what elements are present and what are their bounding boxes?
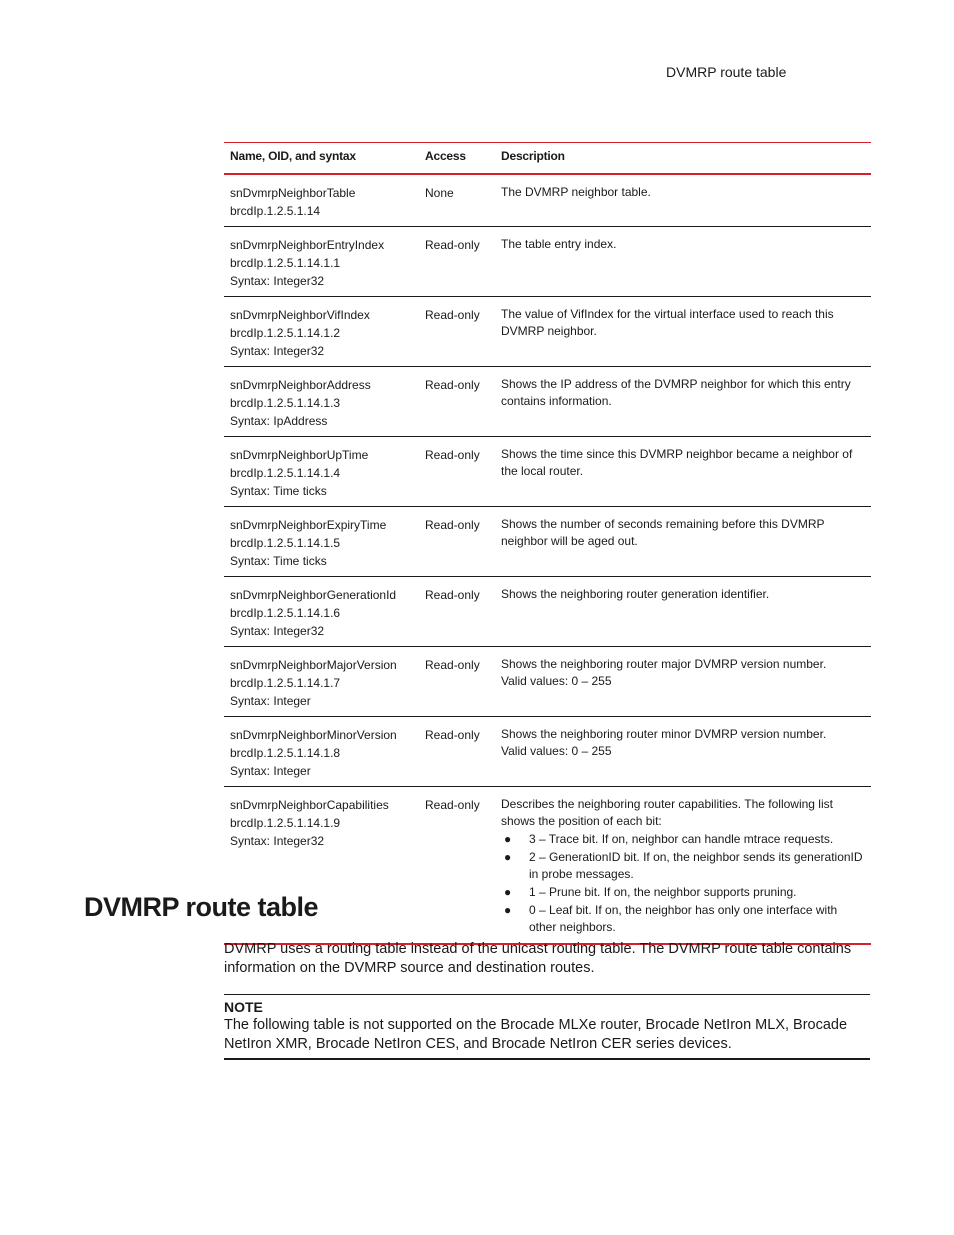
table-row [224,367,871,437]
access-cell: Read-only [419,367,495,437]
description-cell [495,787,871,945]
object-name: snDvmrpNeighborAddress [230,378,371,392]
access-cell: Read-only [419,577,495,647]
running-header: DVMRP route table [666,64,787,80]
object-name-cell [224,437,419,507]
mib-object-table [224,142,871,945]
object-oid: brcdIp.1.2.5.1.14.1.9 [230,816,341,830]
object-oid: brcdIp.1.2.5.1.14 [230,204,321,218]
table-body [224,174,871,944]
bullet-icon: ● [504,832,512,846]
description-text: Shows the IP address of the DVMRP neighbor for which this entry contains information. [501,377,851,408]
object-oid: brcdIp.1.2.5.1.14.1.2 [230,326,341,340]
object-name-cell [224,174,419,227]
description-cell [495,227,871,297]
object-oid: brcdIp.1.2.5.1.14.1.5 [230,536,341,550]
object-oid: brcdIp.1.2.5.1.14.1.1 [230,256,341,270]
table-row [224,717,871,787]
description-text: Shows the neighboring router major DVMRP version number. [501,657,827,671]
column-header-name: Name, OID, and syntax [224,143,419,175]
access-cell: Read-only [419,437,495,507]
object-name-cell [224,367,419,437]
object-syntax: Syntax: Time ticks [230,554,327,568]
description-text: Shows the number of seconds remaining before this DVMRP neighbor will be aged out. [501,517,825,548]
list-item [501,884,865,901]
object-name: snDvmrpNeighborMinorVersion [230,728,397,742]
access-cell: Read-only [419,227,495,297]
object-name-cell [224,297,419,367]
description-cell [495,297,871,367]
object-name: snDvmrpNeighborGenerationId [230,588,397,602]
access-cell: Read-only [419,647,495,717]
table-row [224,227,871,297]
section-heading: DVMRP route table [84,892,319,922]
section-intro: DVMRP uses a routing table instead of the unicast routing table. The DVMRP route table contains information on the DVMRP source and destination routes. [224,941,852,976]
note-box [224,994,870,1060]
description-text: Valid values: 0 – 255 [501,674,612,688]
list-item-text: 1 – Prune bit. If on, the neighbor supports pruning. [529,885,797,899]
object-name-cell [224,227,419,297]
table-row [224,297,871,367]
object-name: snDvmrpNeighborUpTime [230,448,369,462]
access-cell: Read-only [419,787,495,945]
access-cell: Read-only [419,297,495,367]
object-name: snDvmrpNeighborVifIndex [230,308,370,322]
description-text: The DVMRP neighbor table. [501,185,651,199]
description-cell [495,174,871,227]
table-header-row [224,143,871,175]
description-text: Valid values: 0 – 255 [501,744,612,758]
note-label: NOTE [224,999,263,1015]
object-oid: brcdIp.1.2.5.1.14.1.8 [230,746,341,760]
access-cell: Read-only [419,507,495,577]
object-syntax: Syntax: Integer32 [230,624,325,638]
bullet-icon: ● [504,850,512,864]
object-name-cell [224,647,419,717]
access-cell: None [419,174,495,227]
object-syntax: Syntax: Integer32 [230,274,325,288]
bullet-icon: ● [504,903,512,917]
description-cell [495,717,871,787]
object-syntax: Syntax: Integer32 [230,834,325,848]
object-syntax: Syntax: Integer [230,694,311,708]
object-oid: brcdIp.1.2.5.1.14.1.4 [230,466,341,480]
description-cell [495,577,871,647]
object-name: snDvmrpNeighborTable [230,186,356,200]
list-item-text: 3 – Trace bit. If on, neighbor can handle mtrace requests. [529,832,834,846]
description-text: Shows the neighboring router minor DVMRP version number. [501,727,827,741]
description-cell [495,437,871,507]
table-row [224,437,871,507]
object-oid: brcdIp.1.2.5.1.14.1.3 [230,396,341,410]
description-cell [495,647,871,717]
description-text: Shows the time since this DVMRP neighbor became a neighbor of the local router. [501,447,853,478]
bullet-icon: ● [504,885,512,899]
note-text: The following table is not supported on the Brocade MLXe router, Brocade NetIron MLX, Brocade NetIron XMR, Brocade NetIron CES, and Brocade NetIron CER series devices. [224,1017,848,1052]
list-item [501,831,865,848]
list-item-text: 0 – Leaf bit. If on, the neighbor has only one interface with other neighbors. [529,903,838,934]
table-row [224,647,871,717]
list-item [501,849,865,883]
capability-bit-list [501,831,865,936]
object-syntax: Syntax: Integer32 [230,344,325,358]
description-text: The value of VifIndex for the virtual interface used to reach this DVMRP neighbor. [501,307,834,338]
object-name: snDvmrpNeighborCapabilities [230,798,389,812]
access-cell: Read-only [419,717,495,787]
object-name-cell [224,507,419,577]
object-syntax: Syntax: IpAddress [230,414,328,428]
object-name-cell [224,717,419,787]
object-oid: brcdIp.1.2.5.1.14.1.6 [230,606,341,620]
list-item-text: 2 – GenerationID bit. If on, the neighbor sends its generationID in probe messages. [529,850,863,881]
object-syntax: Syntax: Integer [230,764,311,778]
object-name-cell [224,577,419,647]
description-text: Shows the neighboring router generation identifier. [501,587,770,601]
description-text: The table entry index. [501,237,617,251]
table-row [224,787,871,945]
table-row [224,507,871,577]
table-row [224,577,871,647]
description-text: Describes the neighboring router capabilities. The following list shows the position of each bit: [501,797,833,828]
list-item [501,902,865,936]
description-cell [495,367,871,437]
object-name: snDvmrpNeighborMajorVersion [230,658,397,672]
column-header-description: Description [495,143,871,175]
description-cell [495,507,871,577]
object-oid: brcdIp.1.2.5.1.14.1.7 [230,676,341,690]
column-header-access: Access [419,143,495,175]
object-name: snDvmrpNeighborEntryIndex [230,238,385,252]
object-syntax: Syntax: Time ticks [230,484,327,498]
object-name: snDvmrpNeighborExpiryTime [230,518,387,532]
table-row [224,174,871,227]
